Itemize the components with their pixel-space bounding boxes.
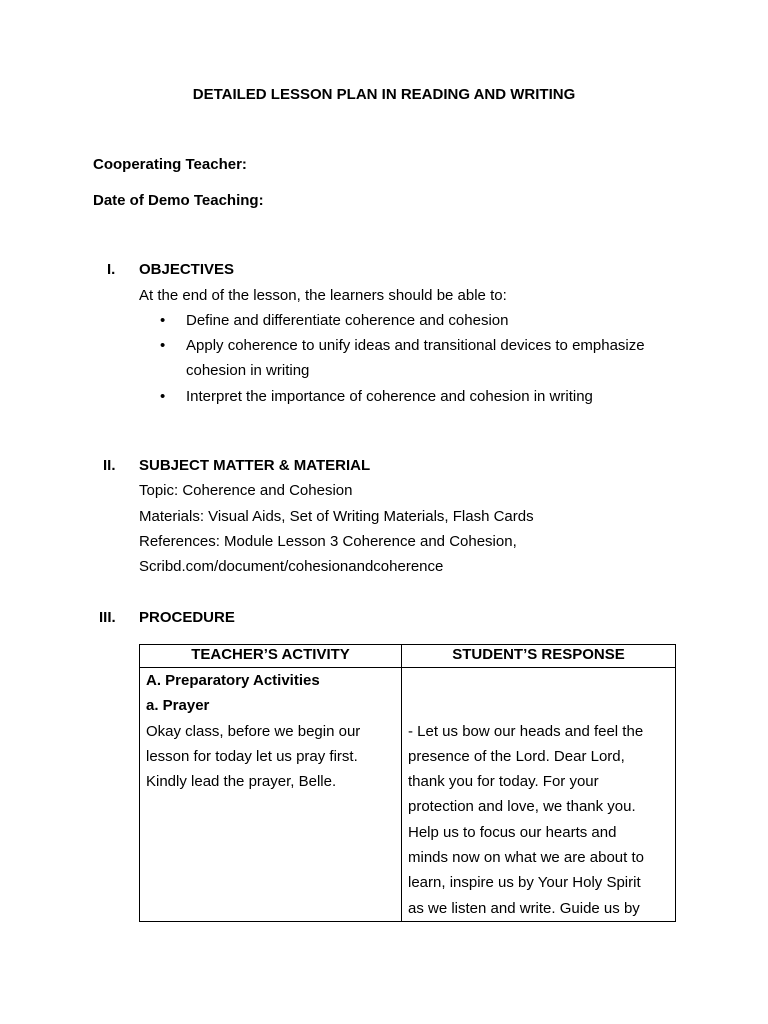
procedure-numeral: III. xyxy=(99,609,116,626)
student-line: presence of the Lord. Dear Lord, xyxy=(408,747,625,765)
teacher-activity-header: TEACHER’S ACTIVITY xyxy=(140,645,402,668)
student-line: Help us to focus our hearts and xyxy=(408,823,617,841)
teacher-activity-cell xyxy=(140,668,402,922)
student-line: minds now on what we are about to xyxy=(408,849,644,867)
procedure-heading: PROCEDURE xyxy=(139,609,235,626)
objectives-heading: OBJECTIVES xyxy=(139,261,235,278)
student-line: protection and love, we thank you. xyxy=(408,798,636,816)
document-title: DETAILED LESSON PLAN IN READING AND WRITING xyxy=(192,86,576,103)
table-header-row xyxy=(140,645,676,668)
teacher-line: lesson for today let us pray first. xyxy=(146,747,358,765)
objective-item-3: Interpret the importance of coherence and cohesion in writing xyxy=(186,388,593,405)
objective-item-2-line-1: Apply coherence to unify ideas and transitional devices to emphasize xyxy=(186,337,645,354)
procedure-table xyxy=(139,644,676,922)
student-response-header: STUDENT’S RESPONSE xyxy=(402,645,676,668)
student-line: as we listen and write. Guide us by xyxy=(408,899,640,917)
teacher-line: Kindly lead the prayer, Belle. xyxy=(146,773,337,791)
objectives-numeral: I. xyxy=(107,261,116,278)
objective-item-2-line-2: cohesion in writing xyxy=(186,362,310,379)
preparatory-activities-heading: A. Preparatory Activities xyxy=(146,672,320,689)
objectives-intro: At the end of the lesson, the learners should be able to: xyxy=(139,287,507,304)
references-line: References: Module Lesson 3 Coherence and Cohesion, xyxy=(139,533,517,550)
bullet-2: • xyxy=(160,337,166,354)
objective-item-1: Define and differentiate coherence and cohesion xyxy=(186,312,509,329)
cooperating-teacher-label: Cooperating Teacher: xyxy=(93,156,247,173)
student-line: learn, inspire us by Your Holy Spirit xyxy=(408,874,641,892)
materials-line: Materials: Visual Aids, Set of Writing Materials, Flash Cards xyxy=(139,508,534,525)
subject-matter-numeral: II. xyxy=(103,457,116,474)
topic-line: Topic: Coherence and Cohesion xyxy=(139,482,353,499)
student-response-cell xyxy=(402,668,676,922)
table-row xyxy=(140,668,676,922)
student-line: - Let us bow our heads and feel the xyxy=(408,722,644,740)
prayer-subheading: a. Prayer xyxy=(146,697,210,715)
teacher-line: Okay class, before we begin our xyxy=(146,722,361,740)
subject-matter-heading: SUBJECT MATTER & MATERIAL xyxy=(139,457,371,474)
references-url-line: Scribd.com/document/cohesionandcoherence xyxy=(139,558,444,575)
date-of-demo-label: Date of Demo Teaching: xyxy=(93,192,264,209)
bullet-1: • xyxy=(160,312,166,329)
bullet-3: • xyxy=(160,388,166,405)
student-line: thank you for today. For your xyxy=(408,773,599,791)
